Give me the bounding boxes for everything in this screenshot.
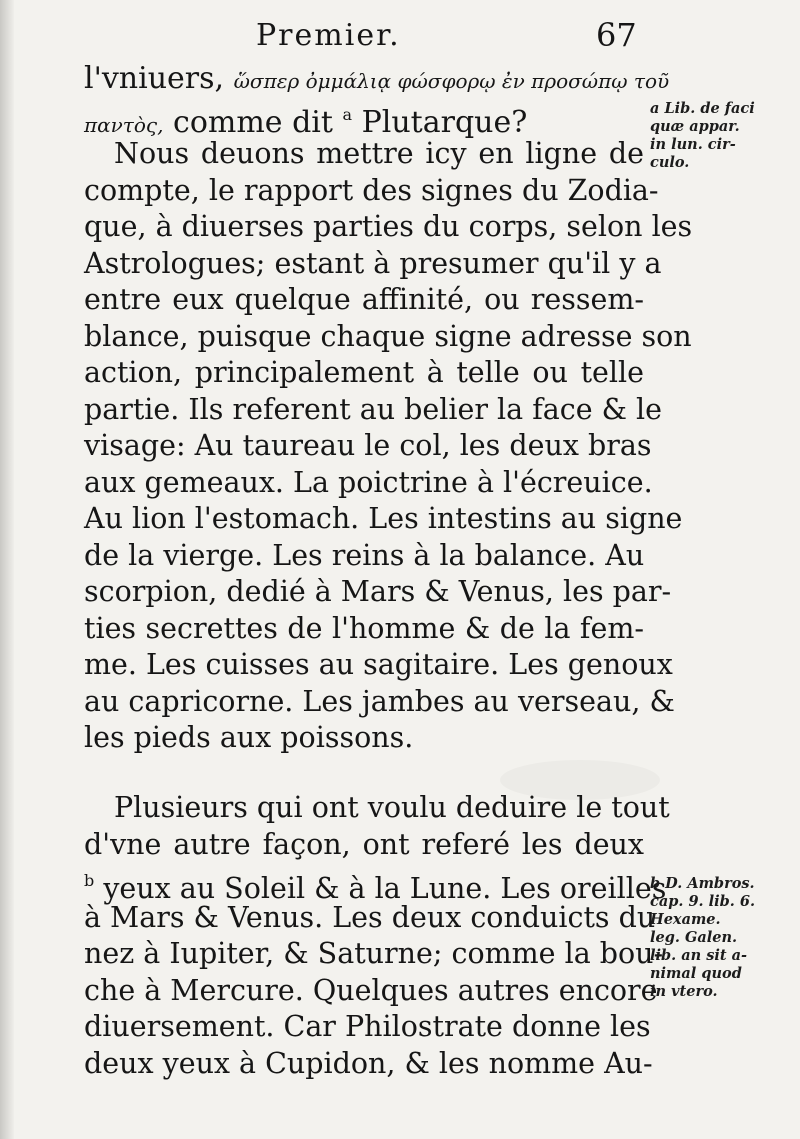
- paragraph-line: ties secrettes de l'homme & de la fem-: [84, 611, 644, 645]
- margin-note-line: a Lib. de faci: [650, 100, 755, 117]
- paragraph-line: de la vierge. Les reins à la balance. Au: [84, 538, 645, 572]
- paragraph-line: scorpion, dedié à Mars & Venus, les par-: [84, 575, 672, 608]
- greek-quotation: ὥσπερ ὀμμάλιᾳ φώσφορῳ ἐν προσώπῳ τοῦ: [233, 69, 670, 93]
- paragraph-line: aux gemeaux. La poictrine à l'écreuice.: [84, 465, 653, 499]
- page-number: 67: [596, 16, 637, 54]
- paragraph-2: [84, 790, 670, 1082]
- paragraph-line: diuersement. Car Philostrate donne les: [84, 1010, 651, 1043]
- paragraph-line: me. Les cuisses au sagitaire. Les genoux: [84, 648, 673, 681]
- paragraph-line: partie. Ils referent au belier la face & le: [84, 392, 663, 426]
- footnote-mark-a: a: [342, 105, 353, 124]
- line2-rest: comme dit: [173, 105, 333, 140]
- margin-note-b: [650, 875, 755, 1001]
- page-binding-edge: [0, 0, 14, 1139]
- running-head: Premier.: [256, 18, 401, 53]
- paragraph-line: deux yeux à Cupidon, & les nomme Au-: [84, 1046, 653, 1080]
- paragraph-line: les pieds aux poissons.: [84, 721, 414, 754]
- margin-note-line: b D. Ambros.: [650, 875, 755, 892]
- line2-end: Plutarque?: [361, 105, 528, 140]
- margin-note-line: lib. an sit a-: [650, 947, 748, 964]
- paragraph-line: Au lion l'estomach. Les intestins au signe: [84, 502, 683, 535]
- margin-note-a: [650, 100, 755, 172]
- paragraph-line: Nous deuons mettre icy en ligne de: [114, 137, 644, 170]
- paragraph-line: Plusieurs qui ont voulu deduire le tout: [114, 791, 670, 824]
- margin-note-line: Hexame.: [650, 911, 721, 928]
- page-header: [0, 16, 800, 60]
- greek-quotation-end: παντὸς,: [84, 113, 164, 137]
- footnote-mark-b: b: [84, 871, 95, 890]
- margin-note-line: nimal quod: [650, 965, 742, 982]
- paragraph-line: entre eux quelque affinité, ou ressem-: [84, 283, 644, 316]
- paragraph-line-text: yeux au Soleil & à la Lune. Les oreilles: [103, 872, 667, 905]
- paragraph-line: au capricorne. Les jambes au verseau, &: [84, 684, 675, 718]
- paragraph-line: que, à diuerses parties du corps, selon les: [84, 210, 693, 243]
- paragraph-line: d'vne autre façon, ont referé les deux: [84, 827, 644, 861]
- paragraph-line: blance, puisque chaque signe adresse son: [84, 319, 692, 353]
- margin-note-line: quæ appar.: [650, 118, 740, 135]
- paragraph-line: action, principalement à telle ou telle: [84, 356, 644, 389]
- paragraph-line: compte, le rapport des signes du Zodia-: [84, 173, 659, 207]
- paragraph-line: nez à Iupiter, & Saturne; comme la bou-: [84, 937, 664, 970]
- paragraph-line: che à Mercure. Quelques autres encore: [84, 973, 658, 1007]
- paragraph-line: Astrologues; estant à presumer qu'il y a: [84, 246, 662, 280]
- line1-start: l'vniuers,: [84, 61, 225, 96]
- text-line-1: [84, 61, 670, 98]
- margin-note-line: cap. 9. lib. 6.: [650, 893, 756, 910]
- margin-note-line: leg. Galen.: [650, 929, 738, 946]
- paragraph-line: [84, 863, 667, 905]
- margin-note-line: culo.: [650, 154, 690, 171]
- margin-note-line: in lun. cir-: [650, 136, 736, 153]
- paragraph-line: à Mars & Venus. Les deux conduicts du: [84, 900, 656, 934]
- margin-note-line: in vtero.: [650, 983, 718, 1000]
- paragraph-line: visage: Au taureau le col, les deux bras: [84, 429, 652, 462]
